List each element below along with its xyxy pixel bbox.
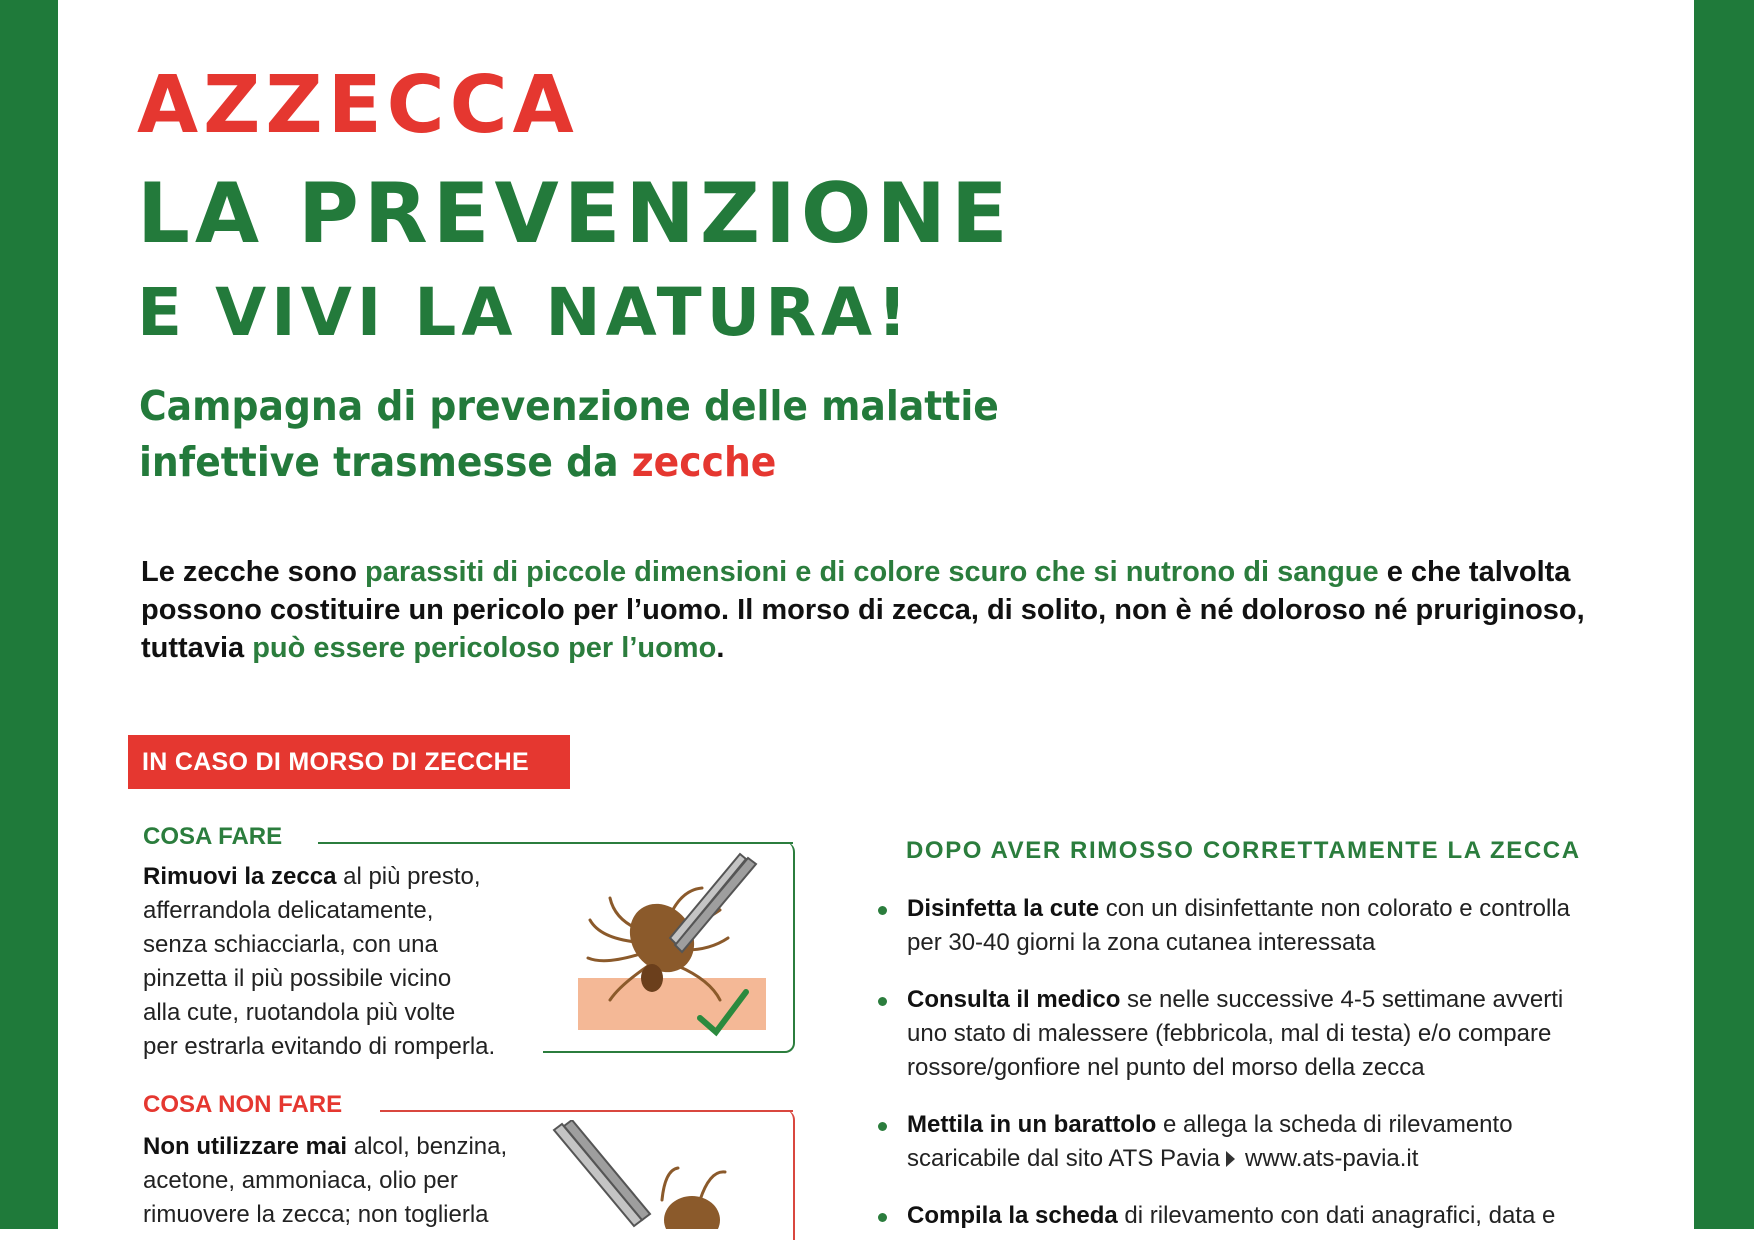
- right-green-border: [1694, 0, 1754, 1229]
- intro-text-1: Le zecche sono: [141, 556, 366, 588]
- subtitle-line-2-prefix: infettive trasmesse da: [139, 438, 632, 486]
- cosa-fare-line: senza schiacciarla, con una: [143, 931, 438, 958]
- left-green-border: [0, 0, 58, 1229]
- cosa-non-fare-bold: Non utilizzare mai: [143, 1133, 348, 1160]
- item-bold: Mettila in un barattolo: [907, 1111, 1157, 1138]
- tick-icon: [662, 1168, 725, 1229]
- bullet-icon: [878, 1213, 887, 1222]
- title-line-1: AZZECCA: [137, 59, 579, 151]
- cosa-non-fare-line: rimuovere la zecca; non toglierla: [143, 1201, 489, 1228]
- tweezers-icon: [554, 1120, 650, 1226]
- item-text: uno stato di malessere (febbricola, mal di testa) e/o compare: [907, 1020, 1552, 1047]
- cosa-fare-line: al più presto,: [336, 863, 481, 890]
- item-bold: Consulta il medico: [907, 986, 1121, 1013]
- list-item: [878, 892, 1618, 960]
- cosa-fare-line: alla cute, ruotandola più volte: [143, 999, 456, 1026]
- item-bold: Compila la scheda: [907, 1202, 1118, 1229]
- item-text: per 30-40 giorni la zona cutanea interessata: [907, 929, 1376, 956]
- intro-highlight-2: può essere pericoloso per l’uomo: [252, 632, 717, 664]
- cosa-non-fare-text: [143, 1130, 507, 1232]
- dopo-heading: DOPO AVER RIMOSSO CORRETTAMENTE LA ZECCA: [906, 837, 1581, 864]
- arrow-right-icon: [1226, 1151, 1235, 1167]
- cosa-non-fare-line: acetone, ammoniaca, olio per: [143, 1167, 458, 1194]
- dopo-list: [878, 892, 1618, 1233]
- item-text: rossore/gonfiore nel punto del morso della zecca: [907, 1054, 1425, 1081]
- ats-website-link[interactable]: www.ats-pavia.it: [1245, 1145, 1419, 1172]
- cosa-fare-line: afferrandola delicatamente,: [143, 897, 434, 924]
- item-bold: Disinfetta la cute: [907, 895, 1100, 922]
- cosa-non-fare-heading: COSA NON FARE: [143, 1091, 343, 1118]
- item-text: scaricabile dal sito ATS Pavia: [907, 1145, 1221, 1172]
- list-item: [878, 1108, 1618, 1176]
- intro-text-3: .: [716, 632, 725, 664]
- item-text: e allega la scheda di rilevamento: [1156, 1111, 1513, 1138]
- intro-highlight-1: parassiti di piccole dimensioni e di colore scuro che si nutrono di sangue: [365, 556, 1379, 588]
- bullet-icon: [878, 1122, 887, 1131]
- section-banner: IN CASO DI MORSO DI ZECCHE: [128, 735, 570, 789]
- intro-paragraph: [141, 553, 1616, 667]
- cosa-fare-text: [143, 860, 495, 1064]
- subtitle-line-1: Campagna di prevenzione delle malattie: [139, 382, 999, 430]
- tick-removal-illustration: [570, 850, 780, 1042]
- item-text: di rilevamento con dati anagrafici, data e: [1117, 1202, 1556, 1229]
- intro-text-2: e che talvolta possono costituire un pericolo per l’uomo. Il morso di zecca, di solito, non è né doloroso né pruriginoso, tuttavia: [141, 556, 1585, 664]
- item-text: se nelle successive 4-5 settimane avverti: [1120, 986, 1564, 1013]
- list-item: [878, 1199, 1618, 1233]
- title-line-2: LA PREVENZIONE: [137, 165, 1013, 262]
- list-item: [878, 983, 1618, 1085]
- title-line-3: E VIVI LA NATURA!: [137, 274, 913, 351]
- item-text: con un disinfettante non colorato e controlla: [1099, 895, 1571, 922]
- cosa-fare-heading: COSA FARE: [143, 823, 283, 850]
- subtitle-highlight: zecche: [631, 438, 777, 486]
- cosa-fare-line: per estrarla evitando di romperla.: [143, 1033, 496, 1060]
- subtitle: [139, 378, 999, 490]
- cosa-fare-line: pinzetta il più possibile vicino: [143, 965, 452, 992]
- wrong-removal-illustration: [550, 1120, 750, 1229]
- cosa-non-fare-line: alcol, benzina,: [347, 1133, 508, 1160]
- cosa-fare-bold: Rimuovi la zecca: [143, 863, 337, 890]
- tweezers-icon: [670, 854, 756, 952]
- bullet-icon: [878, 997, 887, 1006]
- bullet-icon: [878, 906, 887, 915]
